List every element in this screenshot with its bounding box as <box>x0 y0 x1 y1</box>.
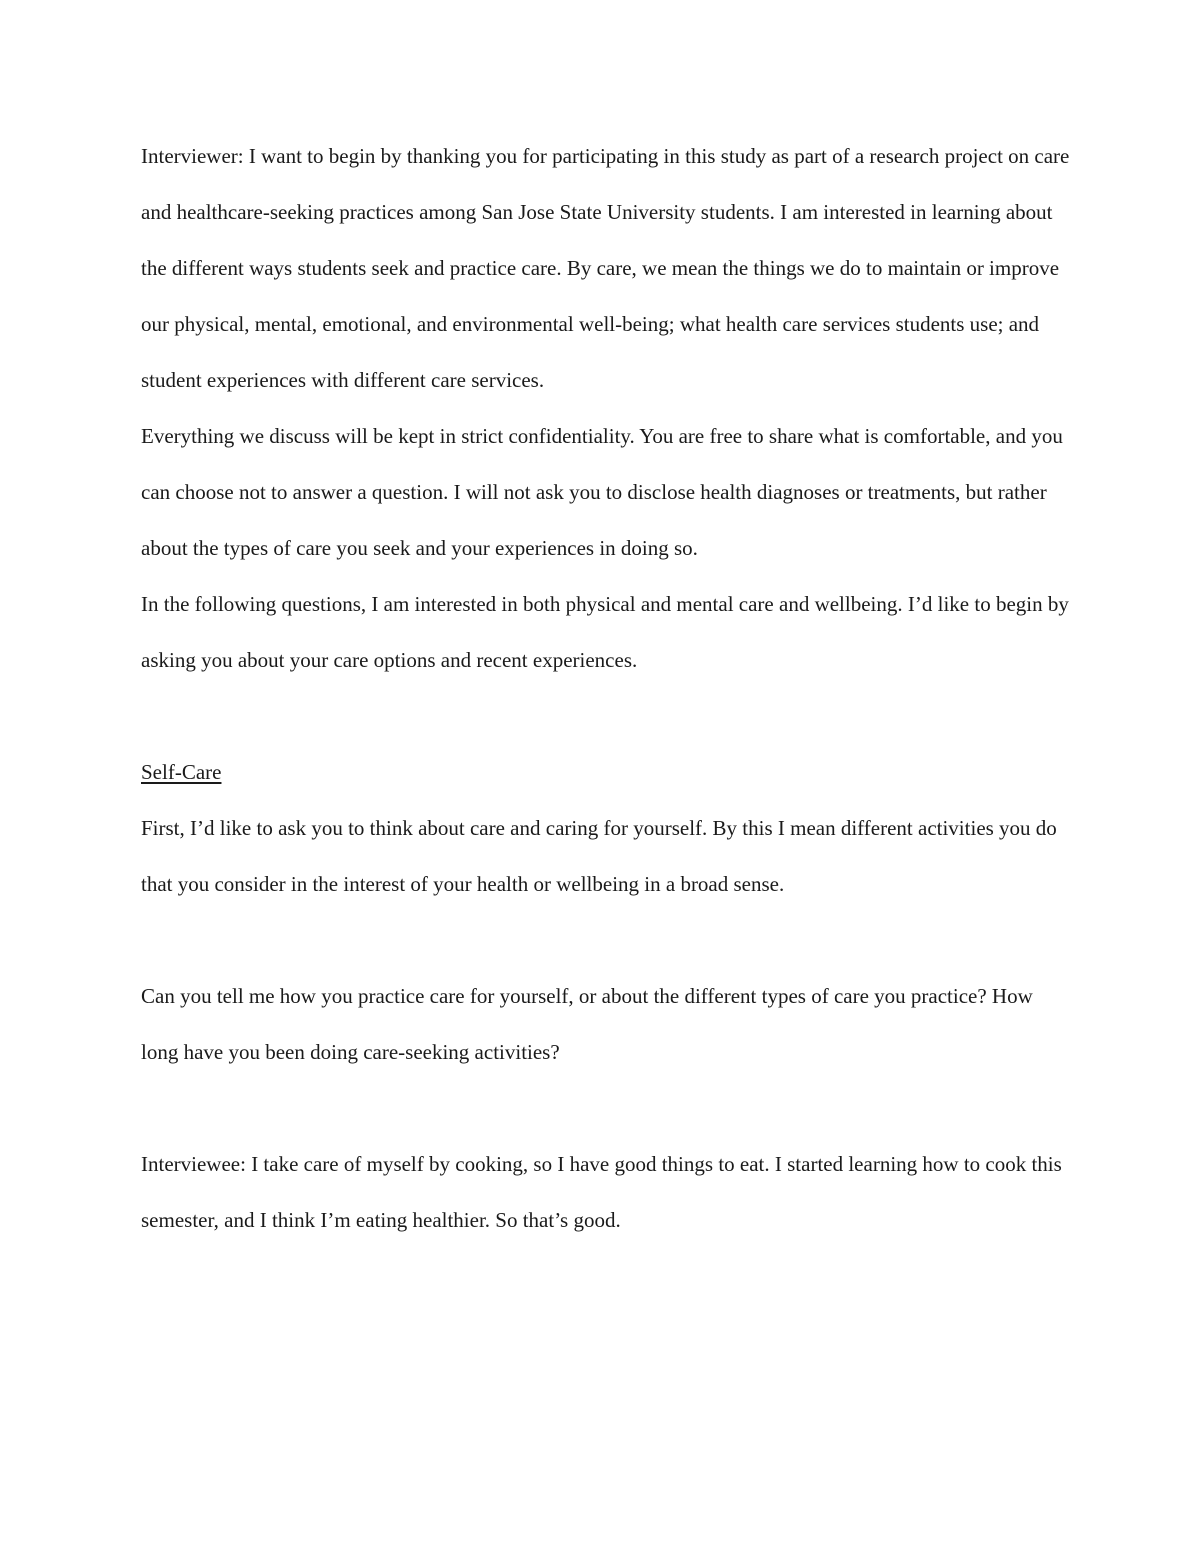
document-body <box>141 128 1071 1248</box>
section-intro-paragraph: First, I’d like to ask you to think about care and caring for yourself. By this I mean different activities you do that you consider in the interest of your health or wellbeing in a broad sense. <box>141 816 1057 896</box>
intro-paragraph-2: Everything we discuss will be kept in strict confidentiality. You are free to share what is comfortable, and you can choose not to answer a question. I will not ask you to disclose health diagnoses or treatments, but rather about the types of care you seek and your experiences in doing so. <box>141 424 1063 560</box>
blank-line <box>141 688 1071 744</box>
intro-paragraph-1: Interviewer: I want to begin by thanking you for participating in this study as part of a research project on care and healthcare-seeking practices among San Jose State University students. I am interested in learning about the different ways students seek and practice care. By care, we mean the things we do to maintain or improve our physical, mental, emotional, and environmental well-being; what health care services students use; and student experiences with different care services. <box>141 144 1070 392</box>
answer-paragraph: Interviewee: I take care of myself by cooking, so I have good things to eat. I started learning how to cook this semester, and I think I’m eating healthier. So that’s good. <box>141 1152 1062 1232</box>
question-paragraph: Can you tell me how you practice care for yourself, or about the different types of care you practice? How long have you been doing care-seeking activities? <box>141 984 1033 1064</box>
section-heading: Self-Care <box>141 760 222 784</box>
blank-line <box>141 1080 1071 1136</box>
intro-paragraph-3: In the following questions, I am interested in both physical and mental care and wellbeing. I’d like to begin by asking you about your care options and recent experiences. <box>141 592 1069 672</box>
blank-line <box>141 912 1071 968</box>
